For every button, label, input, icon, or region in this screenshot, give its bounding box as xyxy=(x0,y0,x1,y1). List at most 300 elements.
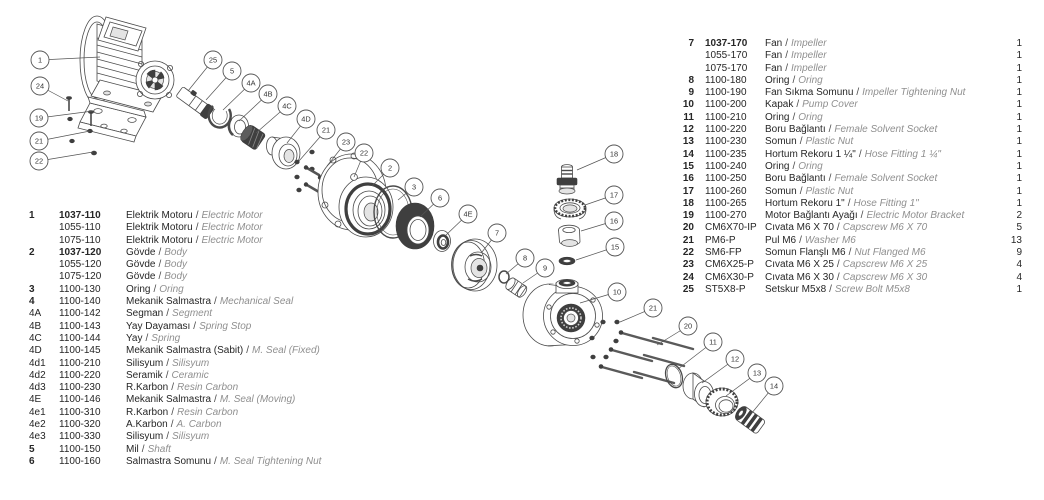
item-number: 4C xyxy=(29,332,42,344)
part-name xyxy=(765,149,992,161)
part-name-english: Resin Carbon xyxy=(177,406,239,418)
part-code: 1100-310 xyxy=(59,406,101,418)
part-name-english: Plastic Nut xyxy=(805,136,854,148)
name-separator: / xyxy=(158,271,162,283)
part-name-turkish: Cıvata M6 X 25 xyxy=(765,259,834,271)
parts-row xyxy=(29,271,364,283)
quantity: 1 xyxy=(1016,136,1022,148)
part-name-english: Electric Motor xyxy=(201,222,263,234)
part-name-english: Resin Carbon xyxy=(177,382,239,394)
quantity: 1 xyxy=(1016,160,1022,172)
name-separator: / xyxy=(856,87,860,99)
part-name xyxy=(126,210,364,222)
part-name xyxy=(126,444,364,456)
plastic-nut-13-drawing xyxy=(706,388,738,416)
part-name xyxy=(126,407,364,419)
callout-number: 9 xyxy=(542,263,548,273)
callout-number: 5 xyxy=(229,66,235,76)
part-name-english: Female Solvent Socket xyxy=(834,173,938,185)
parts-row xyxy=(29,382,364,394)
part-name-english: Washer M6 xyxy=(804,234,856,246)
parts-row xyxy=(676,75,1022,87)
part-name-english: Oring xyxy=(798,111,823,123)
part-name-turkish: Mekanik Salmastra (Sabit) xyxy=(126,345,244,357)
part-name-turkish: Gövde xyxy=(126,246,156,258)
callout-number: 22 xyxy=(359,148,369,158)
part-code: 1100-146 xyxy=(59,394,101,406)
name-separator: / xyxy=(858,148,862,160)
parts-row xyxy=(29,247,364,259)
part-code: CM6X30-P xyxy=(705,271,754,283)
part-name-english: Impeller xyxy=(791,50,827,62)
name-separator: / xyxy=(195,222,199,234)
part-name-english: Plastic Nut xyxy=(805,185,854,197)
parts-row xyxy=(676,272,1022,284)
name-separator: / xyxy=(166,357,170,369)
part-name xyxy=(765,112,992,124)
part-name xyxy=(765,284,992,296)
callout-number: 23 xyxy=(341,137,351,147)
part-name-turkish: Motor Bağlantı Ayağı xyxy=(765,210,858,222)
parts-row xyxy=(29,444,364,456)
parts-row xyxy=(29,333,364,345)
part-name-turkish: Silisyum xyxy=(126,357,164,369)
part-code: 1100-144 xyxy=(59,332,101,344)
part-code: 1055-120 xyxy=(59,259,102,271)
part-name-turkish: Fan xyxy=(765,50,783,62)
part-name-turkish: Gövde xyxy=(126,271,156,283)
parts-row xyxy=(676,99,1022,111)
item-number xyxy=(29,222,59,234)
part-code: 1100-330 xyxy=(59,431,101,443)
parts-row xyxy=(676,38,1022,50)
parts-row xyxy=(29,259,364,271)
item-number: 17 xyxy=(682,185,694,197)
item-number: 9 xyxy=(688,87,694,99)
part-name-turkish: Silisyum xyxy=(126,431,164,443)
item-number: 13 xyxy=(682,136,694,148)
parts-row xyxy=(29,394,364,406)
part-code: 1100-145 xyxy=(59,345,101,357)
part-name-english: Silisyum xyxy=(172,357,210,369)
part-name xyxy=(126,358,364,370)
item-number: 25 xyxy=(682,283,694,295)
item-number: 12 xyxy=(682,124,694,136)
part-code: 1100-230 xyxy=(705,136,747,148)
part-name-turkish: Elektrik Motoru xyxy=(126,210,193,221)
parts-row xyxy=(29,284,364,296)
parts-row xyxy=(676,112,1022,124)
part-name-english: Impeller xyxy=(791,62,827,74)
name-separator: / xyxy=(785,62,789,74)
quantity: 1 xyxy=(1016,173,1022,185)
part-name-turkish: Oring xyxy=(765,74,790,86)
part-name-english: Oring xyxy=(798,74,823,86)
part-name-turkish: Mekanik Salmastra xyxy=(126,394,212,406)
item-number: 4E xyxy=(29,394,42,406)
part-name-english: Capscrew M6 X 30 xyxy=(842,271,928,283)
part-name xyxy=(126,222,364,234)
name-separator: / xyxy=(195,234,199,246)
parts-row xyxy=(29,210,364,222)
part-name xyxy=(126,296,364,308)
part-name-turkish: Salmastra Somunu xyxy=(126,455,212,467)
parts-row xyxy=(676,87,1022,99)
item-number: 7 xyxy=(688,38,694,49)
item-number xyxy=(676,63,694,75)
part-name xyxy=(765,161,992,173)
name-separator: / xyxy=(792,74,796,86)
part-name-english: Electric Motor xyxy=(201,210,263,221)
part-name xyxy=(765,38,992,50)
name-separator: / xyxy=(171,382,175,394)
name-separator: / xyxy=(158,259,162,271)
parts-row xyxy=(29,222,364,234)
parts-row xyxy=(29,308,364,320)
part-name-english: Shaft xyxy=(147,443,171,455)
part-code: 1100-160 xyxy=(59,455,101,467)
item-number: 1 xyxy=(29,210,35,221)
part-name-turkish: Setskur M5x8 xyxy=(765,283,827,295)
part-name xyxy=(126,321,364,333)
part-name xyxy=(126,345,364,357)
part-name-turkish: R.Karbon xyxy=(126,406,169,418)
part-name-english: Electric Motor xyxy=(201,234,263,246)
part-name-english: Electric Motor Bracket xyxy=(866,210,965,222)
parts-row xyxy=(676,161,1022,173)
part-name-turkish: Hortum Rekoru 1 ¼" xyxy=(765,148,856,160)
callout-number: 2 xyxy=(387,163,393,173)
name-separator: / xyxy=(170,419,174,431)
part-code: PM6-P xyxy=(705,234,736,246)
callout-number: 8 xyxy=(522,253,528,263)
part-code: 1100-260 xyxy=(705,185,747,197)
name-separator: / xyxy=(836,259,840,271)
item-number: 4e1 xyxy=(29,406,46,418)
part-name-turkish: Gövde xyxy=(126,259,156,271)
quantity: 1 xyxy=(1016,87,1022,99)
item-number: 10 xyxy=(682,99,694,111)
part-name-english: Spring Stop xyxy=(199,320,252,332)
name-separator: / xyxy=(246,345,250,357)
parts-row xyxy=(676,186,1022,198)
item-number: 14 xyxy=(682,148,694,160)
part-name-english: Oring xyxy=(159,283,184,295)
callout-number: 25 xyxy=(208,55,218,65)
part-name xyxy=(126,456,364,468)
parts-row xyxy=(29,456,364,468)
part-name xyxy=(126,431,364,443)
name-separator: / xyxy=(847,197,851,209)
callout-number: 7 xyxy=(494,228,500,238)
quantity: 1 xyxy=(1016,185,1022,197)
callout-number: 6 xyxy=(437,193,443,203)
quantity: 1 xyxy=(1016,99,1022,111)
quantity: 1 xyxy=(1016,283,1022,295)
part-code: 1100-265 xyxy=(705,197,747,209)
part-name-turkish: Elektrik Motoru xyxy=(126,234,193,246)
name-separator: / xyxy=(792,111,796,123)
parts-row xyxy=(29,419,364,431)
part-name-english: Screw Bolt M5x8 xyxy=(834,283,910,295)
solvent-socket-top-drawing xyxy=(559,225,581,246)
part-name xyxy=(126,382,364,394)
part-name xyxy=(126,419,364,431)
part-name-turkish: Hortum Rekoru 1" xyxy=(765,197,845,209)
impeller-nut-drawing xyxy=(504,276,529,299)
part-name-turkish: Somun xyxy=(765,136,797,148)
callout-number: 14 xyxy=(769,381,779,391)
part-name-english: Nut Flanged M6 xyxy=(854,247,926,259)
item-number: 18 xyxy=(682,197,694,209)
item-number: 22 xyxy=(682,247,694,259)
part-name-english: Silisyum xyxy=(172,431,210,443)
callout-number: 1 xyxy=(37,55,43,65)
parts-row xyxy=(29,370,364,382)
item-number: 8 xyxy=(688,74,694,86)
quantity: 1 xyxy=(1016,74,1022,86)
item-number xyxy=(676,50,694,62)
part-code: 1100-140 xyxy=(59,296,101,308)
part-code: 1100-235 xyxy=(705,148,747,160)
item-number xyxy=(29,271,59,283)
part-name-english: Body xyxy=(164,259,188,271)
part-name-turkish: Kapak xyxy=(765,99,794,111)
quantity: 4 xyxy=(1016,271,1022,283)
quantity: 1 xyxy=(1016,148,1022,160)
callout-number: 21 xyxy=(321,125,331,135)
hose-fitting-1in-drawing xyxy=(557,165,577,194)
part-code: 1037-120 xyxy=(59,246,102,258)
callout-number: 15 xyxy=(610,242,620,252)
quantity: 1 xyxy=(1016,50,1022,62)
quantity: 9 xyxy=(1016,247,1022,259)
part-name-turkish: Seramik xyxy=(126,369,163,381)
parts-list-right xyxy=(676,38,1022,296)
item-number: 4D xyxy=(29,345,42,357)
item-number: 23 xyxy=(682,259,694,271)
part-code: 1100-180 xyxy=(705,74,747,86)
part-name-turkish: Oring xyxy=(765,160,790,172)
parts-row xyxy=(676,136,1022,148)
part-name xyxy=(765,259,992,271)
part-name-english: Pump Cover xyxy=(802,99,858,111)
part-name-english: Body xyxy=(164,271,188,283)
electric-motor-drawing xyxy=(80,16,174,112)
item-number: 4d3 xyxy=(29,382,46,394)
part-code: 1075-170 xyxy=(705,62,748,74)
part-code: 1100-190 xyxy=(705,87,747,99)
callout-number: 21 xyxy=(34,136,44,146)
parts-row xyxy=(676,63,1022,75)
plastic-nut-top-drawing xyxy=(554,199,586,219)
pump-cover-drawing xyxy=(523,279,603,346)
part-name xyxy=(765,272,992,284)
item-number: 4e3 xyxy=(29,431,46,443)
item-number: 19 xyxy=(682,210,694,222)
part-code: 1037-170 xyxy=(705,38,748,49)
name-separator: / xyxy=(796,99,800,111)
item-number: 21 xyxy=(682,234,694,246)
part-code: 1100-130 xyxy=(59,283,101,295)
seal-fixed-drawing xyxy=(267,137,301,169)
parts-row xyxy=(676,247,1022,259)
part-code: 1100-250 xyxy=(705,173,747,185)
part-code: 1100-230 xyxy=(59,382,101,394)
parts-row xyxy=(676,124,1022,136)
part-code: 1100-220 xyxy=(705,124,747,136)
part-name-english: Body xyxy=(164,246,188,258)
part-name xyxy=(126,235,364,247)
name-separator: / xyxy=(158,246,162,258)
quantity: 1 xyxy=(1016,124,1022,136)
part-name-turkish: Boru Bağlantı xyxy=(765,173,826,185)
part-name-turkish: Segman xyxy=(126,308,164,320)
parts-row xyxy=(676,198,1022,210)
name-separator: / xyxy=(166,308,170,320)
part-name-english: Impeller xyxy=(791,38,827,49)
part-code: SM6-FP xyxy=(705,247,742,259)
name-separator: / xyxy=(166,431,170,443)
parts-row xyxy=(29,321,364,333)
parts-row xyxy=(29,235,364,247)
washers-screws-right-drawing xyxy=(590,320,693,383)
name-separator: / xyxy=(829,283,832,295)
part-name-english: Hose Fitting 1 ¼" xyxy=(864,148,941,160)
part-name xyxy=(765,235,992,247)
item-number: 4 xyxy=(29,296,35,308)
seal-nut-drawing xyxy=(396,203,434,249)
parts-row xyxy=(676,259,1022,271)
callout-number: 21 xyxy=(648,303,658,313)
parts-list-left xyxy=(29,210,364,468)
item-number xyxy=(29,235,59,247)
impeller-drawing xyxy=(452,239,498,291)
callout-number: 11 xyxy=(709,337,717,347)
part-code: 1100-320 xyxy=(59,419,101,431)
part-name xyxy=(126,259,364,271)
name-separator: / xyxy=(214,455,217,467)
parts-row xyxy=(29,296,364,308)
part-name xyxy=(126,271,364,283)
part-name-turkish: Fan xyxy=(765,38,783,49)
item-number: 6 xyxy=(29,455,35,467)
part-name-english: M. Seal (Fixed) xyxy=(252,345,320,357)
part-name-english: Oring xyxy=(798,160,823,172)
part-name xyxy=(765,222,992,234)
part-name xyxy=(126,394,364,406)
parts-row xyxy=(29,358,364,370)
name-separator: / xyxy=(860,210,864,222)
parts-row xyxy=(29,345,364,357)
part-code: 1100-220 xyxy=(59,369,101,381)
part-name xyxy=(765,247,992,259)
quantity: 4 xyxy=(1016,259,1022,271)
parts-row xyxy=(676,149,1022,161)
parts-row xyxy=(676,222,1022,234)
parts-row xyxy=(676,210,1022,222)
parts-row xyxy=(676,284,1022,296)
part-name xyxy=(765,50,992,62)
callout-number: 10 xyxy=(612,287,622,297)
part-name xyxy=(765,136,992,148)
part-name xyxy=(126,284,364,296)
part-name-turkish: Oring xyxy=(765,111,790,123)
part-name-turkish: Yay xyxy=(126,332,143,344)
part-name xyxy=(765,75,992,87)
item-number: 24 xyxy=(682,271,694,283)
quantity: 13 xyxy=(1010,234,1022,246)
part-code: 1100-143 xyxy=(59,320,101,332)
part-name-english: Capscrew M6 X 25 xyxy=(842,259,928,271)
part-code: 1100-210 xyxy=(59,357,101,369)
part-name xyxy=(765,173,992,185)
part-name-english: Mechanical Seal xyxy=(219,296,294,308)
part-name xyxy=(765,124,992,136)
name-separator: / xyxy=(828,124,832,136)
name-separator: / xyxy=(171,406,175,418)
name-separator: / xyxy=(785,50,789,62)
part-name xyxy=(126,247,364,259)
part-name-english: Female Solvent Socket xyxy=(834,124,938,136)
callout-number: 4A xyxy=(246,78,256,88)
part-name-english: Segment xyxy=(172,308,213,320)
name-separator: / xyxy=(214,296,217,308)
part-name xyxy=(126,370,364,382)
part-name-english: Ceramic xyxy=(171,369,209,381)
part-name-turkish: Elektrik Motoru xyxy=(126,222,193,234)
oring-15-drawing xyxy=(559,257,575,265)
name-separator: / xyxy=(799,234,802,246)
callout-number: 13 xyxy=(752,368,762,378)
callout-number: 4E xyxy=(463,209,473,219)
quantity: 1 xyxy=(1016,111,1022,123)
hose-fitting-125in-drawing xyxy=(733,404,766,434)
part-name-turkish: Cıvata M6 X 70 xyxy=(765,222,834,234)
callout-number: 16 xyxy=(609,216,619,226)
part-code: 1100-200 xyxy=(705,99,747,111)
part-name-english: Impeller Tightening Nut xyxy=(862,87,966,99)
part-code: 1037-110 xyxy=(59,210,101,221)
name-separator: / xyxy=(836,271,840,283)
item-number: 16 xyxy=(682,173,694,185)
part-name-turkish: Pul M6 xyxy=(765,234,797,246)
part-name xyxy=(765,186,992,198)
item-number: 4d2 xyxy=(29,369,46,381)
name-separator: / xyxy=(848,247,852,259)
name-separator: / xyxy=(785,38,789,49)
item-number: 4A xyxy=(29,308,42,320)
item-number: 2 xyxy=(29,246,35,258)
part-name-english: M. Seal (Moving) xyxy=(219,394,296,406)
parts-row xyxy=(676,173,1022,185)
part-code: CM6X70-IP xyxy=(705,222,757,234)
part-name-turkish: Yay Dayaması xyxy=(126,320,191,332)
name-separator: / xyxy=(828,173,832,185)
name-separator: / xyxy=(836,222,840,234)
callout-number: 24 xyxy=(35,81,45,91)
part-name xyxy=(765,63,992,75)
part-name-turkish: Fan xyxy=(765,62,783,74)
item-number xyxy=(29,259,59,271)
item-number: 5 xyxy=(29,443,35,455)
parts-row xyxy=(676,50,1022,62)
name-separator: / xyxy=(799,185,803,197)
part-code: 1100-150 xyxy=(59,443,101,455)
part-name-turkish: Mekanik Salmastra xyxy=(126,296,212,308)
part-code: 1075-110 xyxy=(59,234,101,246)
callout-number: 4B xyxy=(263,89,273,99)
